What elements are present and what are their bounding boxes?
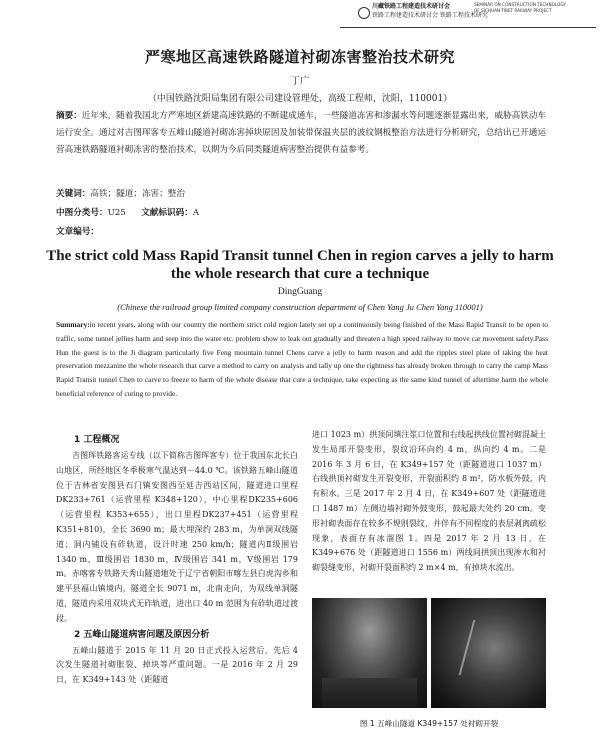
body-column-left: [56, 432, 298, 688]
author-cn: 丁广: [290, 76, 310, 87]
figure-1-caption: 图 1 五峰山隧道 K349+157 处衬砌开裂: [359, 719, 499, 728]
body-column-right: [312, 428, 546, 576]
figure-1-photo-right: [431, 598, 546, 708]
section-2-heading: 2 五峰山隧道病害问题及原因分析: [74, 629, 210, 640]
abstract-label-cn: 摘要：: [56, 111, 82, 121]
doc-code: A: [192, 208, 200, 218]
section-1-paragraph: 吉图珲铁路客运专线（以下简称吉图珲客专）位于我国东北长白山地区，所经地区冬季极寒气温达到－44.0 ℃。该铁路五峰山隧道位于吉林省安图县石门镇安图西至延吉西站区间，隧道进口里程DK233+761（运营里程 K348+120），中心里程DK235+606（运营里程 K353+655），出口里程DK237+451（运营里程 K351+810)，全长 3690 m；最大埋深约 283 m，为单洞双线隧道；洞内铺设有砟轨道，设计时速 250 km/h；隧道内Ⅱ级围岩 1340 m，Ⅲ级围岩 1830 m，Ⅳ级围岩 341 m，Ⅴ级围岩 179 m。赤喀客专铁路天秀山隧道地处于辽宁省朝阳市喀左县白虎沟乡和建平县福山镇境内，隧道全长 9071 m，北南走向，为双线单洞隧道，隧道内采用双块式无砟轨道，进出口 40 m 范围为有砟轨道过渡段。: [56, 451, 298, 623]
abstract-text-cn: 近年来，随着我国北方严寒地区新建高速铁路的不断建成通车，一些隧道冻害和渗漏水等问题逐渐显露出来，威胁高铁动车运行安全。通过对吉图珲客专五峰山隧道衬砌冻害掉块原因及加装带保温夹层的波纹钢板整治方法进行分析研究，总结出已开通运营高速铁路隧道衬砌冻害的整治技术，以期为今后同类隧道病害整治提供有益参考。: [56, 111, 546, 155]
abstract-cn: [56, 108, 546, 159]
classification-line: [56, 205, 546, 222]
paper-title-cn: 严寒地区高速铁路隧道衬砌冻害整治技术研究: [144, 48, 455, 66]
keywords-label-cn: 关键词：: [56, 189, 91, 199]
paper-title-en: The strict cold Mass Rapid Transit tunnel Chen in region carves a jelly to harm the whole research that cure a technique: [46, 248, 554, 282]
journal-name-en: SEMINAR ON CONSTRUCTION TECHNOLOGY OF SICHUAN-TIBET RAILWAY PROJECT: [474, 2, 566, 13]
keywords-cn: [56, 186, 546, 203]
journal-header: [0, 0, 600, 30]
affiliation-en: (Chinese the railroad group limited company construction department of Chen Yang Ju Chen Yang 110001): [117, 302, 483, 312]
keywords-text-cn: 高铁；隧道；冻害；整治: [90, 189, 185, 199]
classification-label: 中图分类号：: [56, 208, 108, 218]
figure-1: [312, 598, 546, 708]
header-divider: [340, 27, 596, 28]
journal-name-cn: 川藏铁路工程建造技术研讨会 铁路工程建造技术研讨会 铁路工程技术研究: [372, 3, 488, 19]
summary-text: in recent years, along with our country the northern strict cold region lately set up a continuously being finished of the Mass Rapid Transit to be open to traffic, some tunnel jellies harm and seep into the water etc. problem show to leak out gradually and threaten a high speed railway to move car movement safety.Pass Hun the guest is to the Ji diagram particularly five Feng mountain tunnel Chens carve a jelly to harm reason and add the ripples steel plate of taking the heat preservation mezzanine the whole research that carve a method to carry on analysis and tally up one the rightness has already broken through to carry the camp Mass Rapid Transit tunnel Chen to carve to freeze to harm of the whole disease that cure a technique, take expecting as the same kind tunnel of aftertime harm the whole beneficial reference of curing to provide.: [56, 320, 548, 398]
article-number: 文章编号：: [56, 227, 99, 237]
figure-1-photo-left: [312, 598, 427, 708]
section-2-paragraph: 五峰山隧道于 2015 年 11 月 20 日正式投入运营后，先后 4 次发生隧道衬砌胀裂、掉块等严重问题。一是 2016 年 2 月 29 日，在 K349+143 处（距隧道: [56, 645, 298, 685]
section-2-continued-paragraph: 进口 1023 m）拱顶间填注浆口位置和右线起拱线位置衬砌混凝土发生局部开裂变形，裂纹沿环向约 4 m，纵向约 4 m。二是 2016 年 3 月 6 日，在 K349+157 处（距隧道进口 1037 m）右线拱顶衬砌发生开裂变形，开裂面积约 8 m²，防水板外鼓，内有积水。三是 2017 年 2 月 4 日，在 K349+607 处（距隧道进口 1487 m）左侧边墙衬砌外鼓变形，鼓起最大处约 20 cm。变形衬砌表面存在较多不规则裂纹，并伴有不同程度的表层剥离疏松现象，表面存有冰溜图 1。四是 2017 年 2 月 13 日，在 K349+676 处（距隧道进口 1556 m）两线间拱顶出现渗水和衬砌裂缝变形，衬砌开裂面积约 2 m×4 m，有掉块水流出。: [312, 430, 546, 573]
author-en: DingGuang: [277, 287, 323, 297]
affiliation-cn: （中国铁路沈阳局集团有限公司建设管理处，高级工程师，沈阳，110001）: [147, 94, 453, 104]
abstract-en: [56, 318, 548, 401]
journal-logo-icon: [358, 7, 370, 19]
summary-label: Summary:: [56, 320, 90, 329]
doc-code-label: 文献标识码：: [141, 208, 193, 218]
classification-code: U25: [107, 208, 126, 218]
section-1-heading: 1 工程概况: [74, 435, 120, 445]
